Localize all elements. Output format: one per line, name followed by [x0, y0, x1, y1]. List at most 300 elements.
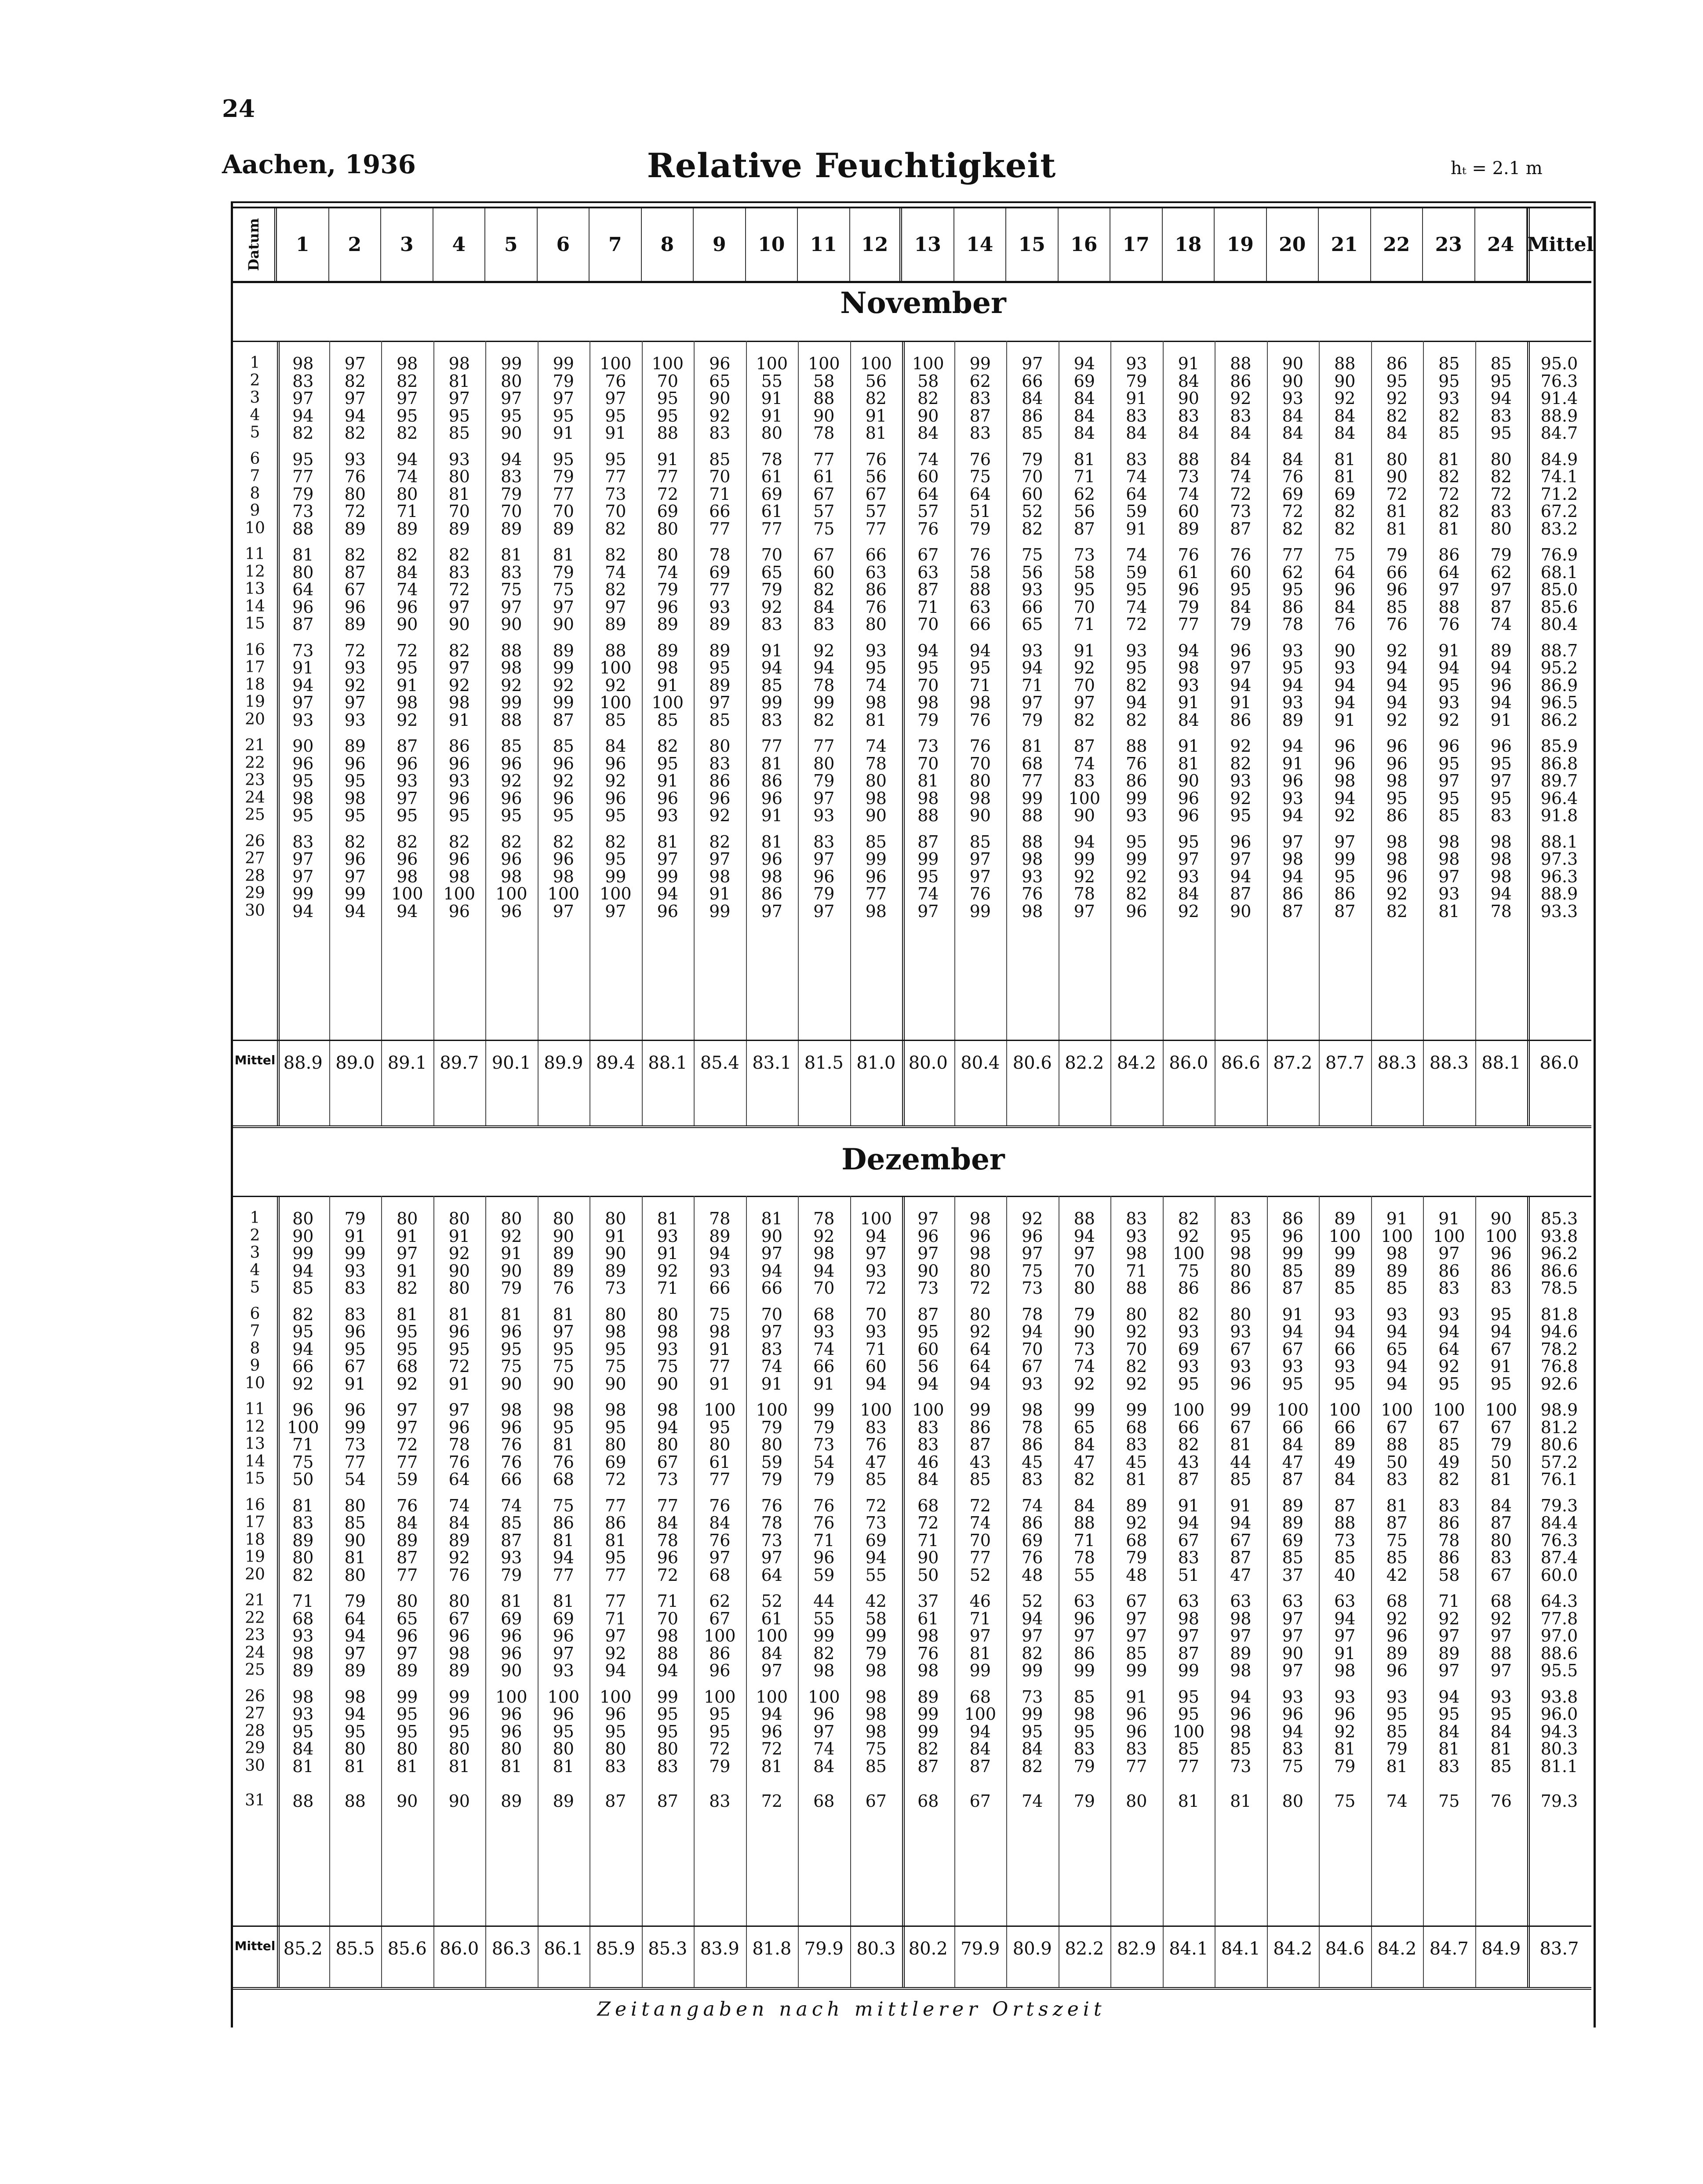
value-cell: 99	[813, 693, 835, 712]
value-cell: 98	[1334, 771, 1356, 790]
value-cell: 97	[292, 849, 314, 869]
value-cell: 91	[397, 1226, 418, 1246]
value-cell: 93	[1334, 1687, 1356, 1707]
value-cell: 93	[813, 1322, 835, 1341]
value-cell: 80	[344, 1496, 366, 1515]
value-cell: 97	[1490, 580, 1512, 599]
value-cell: 67	[344, 580, 366, 599]
value-cell: 76	[969, 449, 991, 469]
value-cell: 92	[709, 806, 731, 825]
value-cell: 85	[865, 1470, 887, 1489]
value-cell: 85	[605, 710, 626, 730]
value-cell: 82	[1073, 710, 1095, 730]
value-cell: 72	[761, 1739, 782, 1758]
hour-header-2: 2	[329, 208, 382, 281]
value-cell: 70	[1022, 467, 1043, 486]
value-cell: 92	[344, 675, 366, 695]
value-cell: 59	[813, 1565, 835, 1585]
value-cell: 94	[657, 884, 678, 903]
value-cell: 71	[605, 1609, 626, 1628]
value-cell: 100	[599, 884, 632, 903]
value-cell: 93	[1022, 641, 1043, 660]
value-cell: 96	[1178, 580, 1199, 599]
value-cell: 57	[917, 502, 939, 521]
value-cell: 94	[1386, 658, 1408, 677]
page-number: 24	[222, 95, 255, 123]
value-cell: 89	[657, 615, 678, 634]
value-cell: 85	[709, 449, 731, 469]
value-cell: 86	[1334, 884, 1356, 903]
value-cell: 98	[1022, 901, 1043, 921]
value-cell: 68	[1022, 753, 1043, 773]
value-cell: 84	[397, 562, 418, 582]
value-cell: 91	[397, 675, 418, 695]
day-cell: 15	[245, 1470, 265, 1488]
value-cell: 90	[605, 1244, 626, 1263]
day-cell: 8	[250, 484, 260, 502]
value-cell: 77	[605, 1591, 626, 1611]
section-rule-bottom	[233, 1125, 1591, 1128]
value-cell: 69	[1073, 371, 1095, 391]
value-cell: 72	[1282, 502, 1303, 521]
hourly-mean-cell: 84.2	[1377, 1939, 1417, 1959]
daily-mean-cell: 86.8	[1540, 753, 1578, 773]
value-cell: 87	[1490, 1513, 1512, 1532]
value-cell: 95	[1334, 1374, 1356, 1394]
value-cell: 95	[1230, 806, 1252, 825]
value-cell: 72	[969, 1496, 991, 1515]
value-cell: 96	[1282, 1226, 1303, 1246]
value-cell: 91	[448, 1374, 470, 1394]
value-cell: 69	[1282, 484, 1303, 504]
value-cell: 91	[1126, 519, 1147, 539]
value-cell: 89	[1438, 1643, 1460, 1663]
table-row	[233, 1531, 1591, 1548]
value-cell: 95	[1490, 423, 1512, 443]
value-cell: 71	[657, 1278, 678, 1298]
value-cell: 74	[1126, 597, 1147, 617]
value-cell: 98	[344, 1687, 366, 1707]
value-cell: 92	[1230, 389, 1252, 408]
value-cell: 82	[397, 371, 418, 391]
hour-header-10: 10	[746, 208, 798, 281]
value-cell: 68	[1126, 1417, 1147, 1437]
day-cell: 26	[245, 832, 265, 850]
value-cell: 89	[1490, 641, 1512, 660]
value-cell: 81	[553, 1591, 574, 1611]
value-cell: 96	[709, 1661, 731, 1680]
day-cell: 28	[245, 866, 265, 885]
value-cell: 76	[917, 1643, 939, 1663]
value-cell: 74	[1178, 484, 1199, 504]
value-cell: 80	[448, 1278, 470, 1298]
value-cell: 81	[448, 371, 470, 391]
value-cell: 76	[969, 884, 991, 903]
value-cell: 83	[1073, 1739, 1095, 1758]
value-cell: 62	[1073, 484, 1095, 504]
value-cell: 92	[1438, 1609, 1460, 1628]
value-cell: 46	[969, 1591, 991, 1611]
value-cell: 92	[1334, 806, 1356, 825]
value-cell: 73	[1230, 502, 1252, 521]
table-row	[233, 484, 1591, 502]
value-cell: 94	[1438, 1322, 1460, 1341]
day-cell: 17	[245, 1513, 265, 1531]
value-cell: 100	[808, 354, 840, 373]
hourly-mean-cell: 85.5	[335, 1939, 375, 1959]
hourly-mean-cell: 81.5	[804, 1053, 844, 1073]
table-row	[233, 789, 1591, 806]
value-cell: 94	[709, 1244, 731, 1263]
value-cell: 88	[1073, 1513, 1095, 1532]
value-cell: 84	[657, 1513, 678, 1532]
value-cell: 97	[813, 1722, 835, 1741]
value-cell: 68	[917, 1496, 939, 1515]
value-cell: 68	[969, 1687, 991, 1707]
value-cell: 78	[448, 1435, 470, 1454]
value-cell: 99	[344, 1417, 366, 1437]
value-cell: 85	[969, 1470, 991, 1489]
value-cell: 80	[397, 1209, 418, 1228]
value-cell: 82	[605, 545, 626, 564]
value-cell: 89	[344, 736, 366, 756]
value-cell: 84	[1073, 423, 1095, 443]
value-cell: 95	[605, 1417, 626, 1437]
value-cell: 63	[1230, 1591, 1252, 1611]
value-cell: 92	[1073, 658, 1095, 677]
daily-mean-cell: 88.7	[1540, 641, 1578, 660]
value-cell: 98	[865, 1687, 887, 1707]
value-cell: 81	[553, 1304, 574, 1324]
value-cell: 82	[1334, 519, 1356, 539]
value-cell: 97	[1022, 693, 1043, 712]
value-cell: 96	[448, 753, 470, 773]
table-row	[233, 676, 1591, 693]
value-cell: 88	[344, 1791, 366, 1811]
value-cell: 80	[605, 1435, 626, 1454]
table-row	[233, 1340, 1591, 1357]
day-cell: 13	[245, 580, 265, 598]
value-cell: 85	[709, 710, 731, 730]
value-cell: 93	[1282, 788, 1303, 808]
value-cell: 83	[1126, 1209, 1147, 1228]
value-cell: 77	[657, 1496, 678, 1515]
value-cell: 96	[292, 597, 314, 617]
value-cell: 74	[865, 736, 887, 756]
value-cell: 99	[397, 1687, 418, 1707]
value-cell: 96	[813, 866, 835, 886]
value-cell: 72	[709, 1739, 731, 1758]
value-cell: 82	[344, 832, 366, 852]
value-cell: 74	[1073, 753, 1095, 773]
value-cell: 94	[1022, 1322, 1043, 1341]
day-cell: 25	[245, 1661, 265, 1679]
value-cell: 80	[397, 1739, 418, 1758]
value-cell: 96	[657, 901, 678, 921]
value-cell: 93	[448, 771, 470, 790]
value-cell: 94	[1386, 1322, 1408, 1341]
value-cell: 95	[1438, 753, 1460, 773]
value-cell: 80	[605, 1739, 626, 1758]
value-cell: 100	[756, 354, 788, 373]
value-cell: 86	[1178, 1278, 1199, 1298]
value-cell: 83	[1490, 1278, 1512, 1298]
value-cell: 75	[969, 467, 991, 486]
day-cell: 20	[245, 1565, 265, 1583]
value-cell: 81	[501, 1591, 522, 1611]
value-cell: 82	[709, 832, 731, 852]
value-cell: 93	[1178, 675, 1199, 695]
value-cell: 98	[1126, 1244, 1147, 1263]
value-cell: 97	[1073, 1626, 1095, 1645]
value-cell: 52	[1022, 502, 1043, 521]
value-cell: 97	[709, 693, 731, 712]
value-cell: 89	[709, 1226, 731, 1246]
value-cell: 90	[501, 423, 522, 443]
hourly-mean-cell: 81.8	[752, 1939, 792, 1959]
daily-mean-cell: 96.2	[1540, 1244, 1578, 1263]
value-cell: 81	[344, 1756, 366, 1776]
value-cell: 81	[397, 1304, 418, 1324]
hourly-mean-cell: 80.4	[961, 1053, 1000, 1073]
value-cell: 57	[813, 502, 835, 521]
day-cell: 15	[245, 615, 265, 633]
value-cell: 74	[657, 562, 678, 582]
daily-mean-cell: 74.1	[1540, 467, 1578, 486]
value-cell: 94	[1334, 675, 1356, 695]
value-cell: 97	[1490, 1626, 1512, 1645]
value-cell: 93	[1334, 658, 1356, 677]
value-cell: 98	[709, 1322, 731, 1341]
value-cell: 93	[1282, 389, 1303, 408]
value-cell: 72	[397, 1435, 418, 1454]
value-cell: 96	[501, 788, 522, 808]
value-cell: 78	[1073, 1548, 1095, 1567]
value-cell: 97	[344, 866, 366, 886]
value-cell: 70	[605, 502, 626, 521]
value-cell: 89	[605, 1261, 626, 1281]
value-cell: 89	[1126, 1496, 1147, 1515]
value-cell: 90	[1334, 641, 1356, 660]
value-cell: 69	[657, 502, 678, 521]
value-cell: 76	[969, 736, 991, 756]
value-cell: 100	[1328, 1400, 1361, 1420]
value-cell: 93	[292, 1704, 314, 1724]
value-cell: 98	[397, 693, 418, 712]
value-cell: 73	[1073, 545, 1095, 564]
value-cell: 58	[969, 562, 991, 582]
value-cell: 77	[1178, 1756, 1199, 1776]
value-cell: 94	[1022, 1609, 1043, 1628]
value-cell: 83	[969, 389, 991, 408]
value-cell: 81	[865, 710, 887, 730]
value-cell: 100	[808, 1687, 840, 1707]
value-cell: 85	[1490, 1756, 1512, 1776]
value-cell: 86	[1022, 406, 1043, 426]
value-cell: 94	[1386, 675, 1408, 695]
hourly-mean-cell: 88.3	[1377, 1053, 1417, 1073]
day-cell: 12	[245, 1417, 265, 1436]
hourly-mean-cell: 85.6	[387, 1939, 427, 1959]
value-cell: 79	[292, 484, 314, 504]
value-cell: 71	[865, 1339, 887, 1359]
value-cell: 42	[865, 1591, 887, 1611]
table-row	[233, 658, 1591, 676]
hour-header-18: 18	[1163, 208, 1215, 281]
value-cell: 89	[292, 1661, 314, 1680]
value-cell: 92	[1386, 1609, 1408, 1628]
value-cell: 94	[1386, 693, 1408, 712]
value-cell: 80	[657, 1435, 678, 1454]
value-cell: 95	[1386, 371, 1408, 391]
value-cell: 91	[1438, 1209, 1460, 1228]
value-cell: 86	[1230, 371, 1252, 391]
value-cell: 97	[969, 1626, 991, 1645]
value-cell: 93	[1022, 866, 1043, 886]
value-cell: 96	[344, 597, 366, 617]
value-cell: 92	[553, 771, 574, 790]
hourly-mean-cell: 84.6	[1325, 1939, 1365, 1959]
value-cell: 71	[1073, 467, 1095, 486]
value-cell: 92	[657, 1261, 678, 1281]
value-cell: 92	[1073, 866, 1095, 886]
value-cell: 79	[969, 519, 991, 539]
value-cell: 70	[761, 545, 782, 564]
value-cell: 100	[860, 1400, 892, 1420]
value-cell: 97	[917, 1209, 939, 1228]
value-cell: 62	[969, 371, 991, 391]
value-cell: 72	[1438, 484, 1460, 504]
value-cell: 97	[1230, 849, 1252, 869]
value-cell: 81	[292, 1496, 314, 1515]
value-cell: 96	[553, 1704, 574, 1724]
value-cell: 100	[756, 1400, 788, 1420]
value-cell: 95	[605, 449, 626, 469]
day-cell: 6	[250, 449, 260, 468]
value-cell: 98	[1230, 1722, 1252, 1741]
value-cell: 72	[397, 641, 418, 660]
value-cell: 85	[1490, 354, 1512, 373]
value-cell: 79	[813, 884, 835, 903]
value-cell: 64	[292, 580, 314, 599]
hour-header-6: 6	[538, 208, 590, 281]
value-cell: 97	[1022, 1244, 1043, 1263]
value-cell: 89	[397, 519, 418, 539]
value-cell: 93	[1282, 693, 1303, 712]
value-cell: 72	[865, 1496, 887, 1515]
value-cell: 84	[1282, 406, 1303, 426]
value-cell: 82	[1178, 1304, 1199, 1324]
value-cell: 72	[917, 1513, 939, 1532]
value-cell: 71	[917, 1530, 939, 1550]
hour-header-9: 9	[694, 208, 746, 281]
value-cell: 95	[397, 1339, 418, 1359]
value-cell: 82	[344, 423, 366, 443]
value-cell: 97	[397, 1244, 418, 1263]
value-cell: 96	[1282, 1704, 1303, 1724]
value-cell: 80	[448, 1209, 470, 1228]
value-cell: 81	[1178, 753, 1199, 773]
value-cell: 80	[969, 1261, 991, 1281]
table-row	[233, 693, 1591, 710]
value-cell: 97	[553, 597, 574, 617]
value-cell: 98	[657, 1400, 678, 1420]
value-cell: 61	[709, 1452, 731, 1472]
hour-header-11: 11	[798, 208, 850, 281]
value-cell: 91	[657, 1244, 678, 1263]
value-cell: 76	[501, 1452, 522, 1472]
value-cell: 81	[501, 1304, 522, 1324]
table-row	[233, 467, 1591, 484]
value-cell: 56	[1073, 502, 1095, 521]
value-cell: 66	[501, 1470, 522, 1489]
value-cell: 67	[1490, 1417, 1512, 1437]
daily-mean-cell: 60.0	[1540, 1565, 1578, 1585]
value-cell: 99	[344, 1244, 366, 1263]
value-cell: 80	[292, 1209, 314, 1228]
day-cell: 14	[245, 597, 265, 615]
value-cell: 83	[1073, 771, 1095, 790]
day-cell: 20	[245, 710, 265, 728]
value-cell: 80	[1126, 1304, 1147, 1324]
value-cell: 96	[1178, 806, 1199, 825]
value-cell: 56	[865, 371, 887, 391]
value-cell: 100	[1172, 1400, 1205, 1420]
value-cell: 85	[1126, 1643, 1147, 1663]
value-cell: 84	[292, 1739, 314, 1758]
value-cell: 37	[917, 1591, 939, 1611]
value-cell: 87	[553, 710, 574, 730]
value-cell: 97	[397, 1400, 418, 1420]
value-cell: 83	[292, 832, 314, 852]
hourly-mean-cell: 84.2	[1117, 1053, 1156, 1073]
mittel-row	[233, 1939, 1591, 1959]
value-cell: 80	[761, 1435, 782, 1454]
value-cell: 94	[501, 449, 522, 469]
value-cell: 60	[865, 1357, 887, 1376]
value-cell: 81	[761, 1756, 782, 1776]
value-cell: 100	[1328, 1226, 1361, 1246]
value-cell: 90	[344, 1530, 366, 1550]
value-cell: 96	[501, 753, 522, 773]
value-cell: 83	[1126, 1739, 1147, 1758]
value-cell: 83	[761, 1339, 782, 1359]
value-cell: 80	[969, 1304, 991, 1324]
value-cell: 97	[1282, 1661, 1303, 1680]
value-cell: 48	[1126, 1565, 1147, 1585]
value-cell: 69	[605, 1452, 626, 1472]
day-cell: 29	[245, 884, 265, 902]
value-cell: 67	[969, 1791, 991, 1811]
daily-mean-cell: 93.8	[1540, 1226, 1578, 1246]
value-cell: 82	[501, 832, 522, 852]
value-cell: 91	[1334, 1643, 1356, 1663]
value-cell: 65	[1386, 1339, 1408, 1359]
value-cell: 96	[761, 788, 782, 808]
value-cell: 95	[1022, 1722, 1043, 1741]
value-cell: 52	[969, 1565, 991, 1585]
value-cell: 99	[1282, 1244, 1303, 1263]
daily-mean-cell: 81.8	[1540, 1304, 1578, 1324]
value-cell: 75	[657, 1357, 678, 1376]
value-cell: 82	[1022, 519, 1043, 539]
value-cell: 96	[553, 1626, 574, 1645]
value-cell: 96	[709, 354, 731, 373]
value-cell: 83	[865, 1417, 887, 1437]
value-cell: 90	[813, 406, 835, 426]
value-cell: 85	[969, 832, 991, 852]
value-cell: 80	[657, 1739, 678, 1758]
